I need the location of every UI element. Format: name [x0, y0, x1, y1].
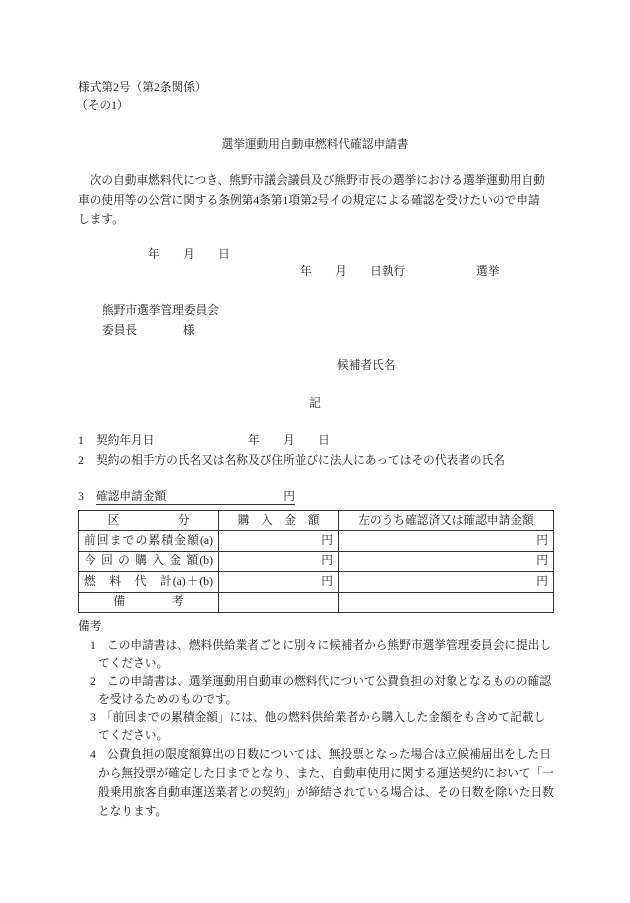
confirmed-amount-cell: 円	[339, 551, 554, 571]
item-application-amount-unit: 円	[283, 490, 295, 503]
table-row	[79, 572, 554, 592]
item-number: 1	[78, 434, 84, 447]
fuel-cost-table	[78, 510, 554, 613]
item-application-amount-label: 確認申請金額	[96, 490, 167, 503]
election-suffix: 選挙	[476, 265, 500, 278]
note-line: から無投票が確定した日までとなり、また、自動車使用に関する運送契約において「一	[98, 767, 554, 780]
addressee-title: 委員長	[102, 324, 138, 337]
item-number: 3	[78, 490, 84, 503]
form-title: 選挙運動用自動車燃料代確認申請書	[221, 138, 409, 151]
item-number: 2	[78, 454, 84, 467]
note-number: 4	[90, 748, 96, 761]
note-line: を受けるためのものです。	[98, 693, 238, 706]
ki-heading: 記	[309, 397, 321, 410]
addressee-org: 熊野市選挙管理委員会	[102, 304, 219, 317]
intro-line: 車の使用等の公営に関する条例第4条第1項第2号イの規定による確認を受けたいので申請	[78, 194, 540, 207]
remarks-cell	[219, 592, 339, 612]
table-header-category: 区 分	[79, 511, 219, 531]
item-contract-party-label: 契約の相手方の氏名又は名称及び住所並びに法人にあってはその代表者の氏名	[96, 454, 505, 467]
row-label: 燃 料 代 計(a)＋(b)	[79, 572, 219, 592]
note-line: てください。	[98, 729, 169, 742]
confirmed-amount-cell: 円	[339, 531, 554, 551]
note-number: 2	[90, 675, 96, 688]
table-row	[79, 592, 554, 612]
item-contract-date-label: 契約年月日	[96, 434, 155, 447]
note-line: この申請書は、燃料供給業者ごとに別々に候補者から熊野市選挙管理委員会に提出し	[107, 639, 552, 652]
remarks-cell	[339, 592, 554, 612]
intro-line: 次の自動車燃料代につき、熊野市議会議員及び熊野市長の選挙における選挙運動用自動	[78, 174, 545, 187]
note-line: この申請書は、選挙運動用自動車の燃料代について公費負担の対象となるものの確認	[107, 675, 551, 688]
note-line: 般乗用旅客自動車運送業者との契約」が締結されている場合は、その日数を除いた日数	[98, 786, 554, 799]
addressee-honorific: 様	[183, 324, 195, 337]
note-line: 公費負担の限度額算出の日数については、無投票となった場合は立候補届出をした日	[107, 748, 551, 761]
confirmed-amount-cell: 円	[339, 572, 554, 592]
row-label: 今 回 の 購 入 金 額(b)	[79, 551, 219, 571]
election-date: 年 月 日執行	[300, 265, 406, 278]
table-header-purchase-amount: 購 入 金 額	[219, 511, 339, 531]
item-application-amount	[96, 490, 295, 505]
row-label: 備 考	[79, 592, 219, 612]
form-number: 様式第2号（第2条関係）	[78, 81, 207, 94]
note-line: てください。	[98, 657, 169, 670]
note-line: となります。	[98, 805, 168, 818]
table-row	[79, 531, 554, 551]
table-header-confirmed-amount: 左のうち確認済又は確認申請金額	[339, 511, 554, 531]
item-contract-date: 年 月 日	[248, 434, 330, 447]
note-number: 1	[90, 639, 96, 652]
application-date: 年 月 日	[148, 248, 230, 261]
row-label: 前回までの累積金額(a)	[79, 531, 219, 551]
note-number: 3	[90, 711, 96, 724]
candidate-name-label: 候補者氏名	[337, 359, 396, 372]
form-part: （その1）	[76, 99, 129, 112]
purchase-amount-cell: 円	[219, 551, 339, 571]
intro-line: します。	[78, 213, 124, 226]
purchase-amount-cell: 円	[219, 572, 339, 592]
table-row	[79, 551, 554, 571]
purchase-amount-cell: 円	[219, 531, 339, 551]
remarks-title: 備考	[78, 620, 102, 633]
note-line: 「前回までの累積金額」には、他の燃料供給業者から購入した金額をも含めて記載し	[101, 711, 546, 724]
table-header-row	[79, 511, 554, 531]
